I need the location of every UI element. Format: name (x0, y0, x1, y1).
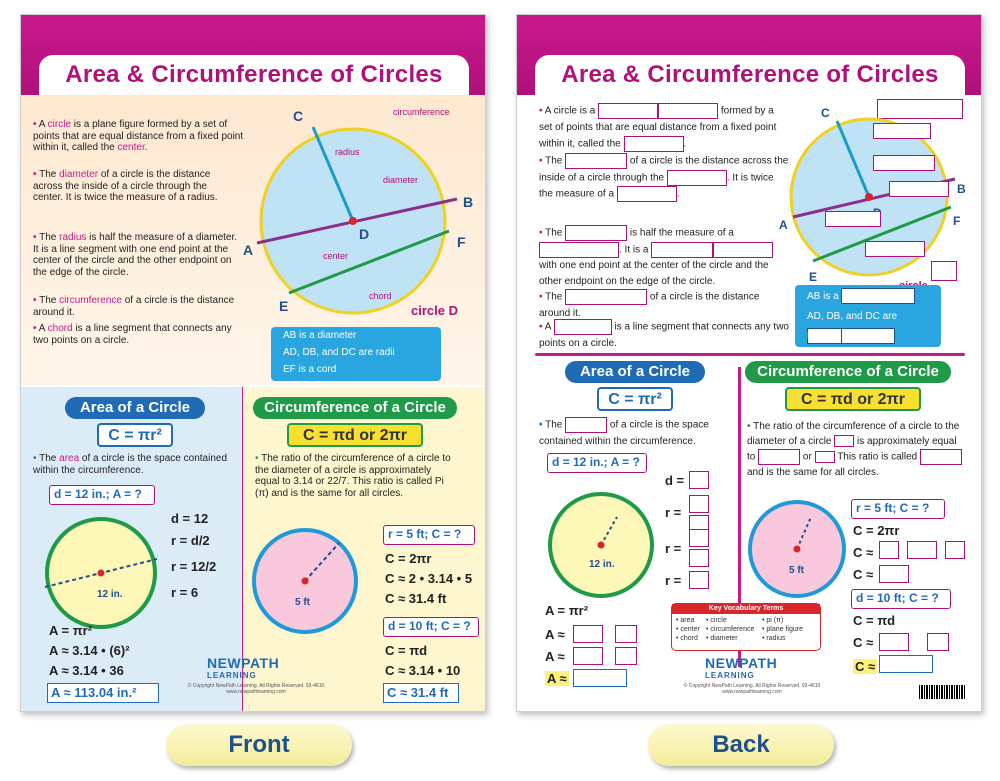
blank (865, 241, 925, 257)
back-bullet-circle: • A circle is a formed by a set of points that are equal distance from a fixed point within it, called the . (539, 103, 789, 152)
blank (927, 633, 949, 651)
back-bullet-diameter: • The of a circle is the distance across the inside of a circle through the . It is twice the measure of a . (539, 153, 789, 203)
blank (689, 495, 709, 513)
bullet-circumference: • The circumference of a circle is the distance around it. (33, 295, 235, 318)
point-f-label: F (457, 234, 466, 250)
back-circumference-heading: Circumference of a Circle (745, 361, 951, 383)
back-area-circle-figure (545, 489, 657, 601)
blank (689, 571, 709, 589)
back-area-formula: C = πr² (597, 387, 673, 411)
circ-step-1: C = 2πr (385, 551, 432, 566)
back-diagram-notes (795, 285, 941, 347)
back-area-step-1: A = πr² (545, 603, 589, 618)
area-right-step-1: d = 12 (171, 511, 209, 526)
circumference-heading: Circumference of a Circle (253, 397, 457, 419)
note-cord: EF is a cord (283, 364, 337, 375)
circumference-problem-1: r = 5 ft; C = ? (383, 525, 475, 545)
back-bullet-chord: • A is a line segment that connects any two points on a circle. (539, 319, 789, 352)
circumference-circle-figure (249, 525, 361, 637)
blank (573, 647, 603, 665)
front-button[interactable]: Front (166, 724, 352, 766)
area-right-step-2: r = d/2 (171, 533, 210, 548)
blank (873, 123, 931, 139)
bullet-chord: • A chord is a line segment that connects any two points on a circle. (33, 323, 232, 346)
title-box (535, 55, 965, 95)
center-point (349, 217, 357, 225)
blank (825, 211, 881, 227)
point-b-label: B (463, 194, 474, 210)
blank (879, 565, 909, 583)
diameter-label: diameter (383, 175, 419, 185)
back-note-2: AD, DB, and DC are (795, 307, 941, 327)
blank (907, 541, 937, 559)
newpath-logo: NEWPATH LEARNING (705, 655, 778, 680)
area-circle-label: 12 in. (97, 589, 123, 600)
circ-step-5: C ≈ 3.14 • 10 (385, 663, 461, 678)
back-bullet-radius: • The is half the measure of a . It is a with one end point at the center of the circle and the other endpoint on the edge of the circle. (539, 225, 789, 290)
circumference-label: circumference (393, 107, 450, 117)
copyright: © Copyright NewPath Learning. All Rights Reserved. 93-4610 www.newpathlearning.com (187, 683, 325, 695)
bullet-radius: • The radius is half the measure of a diameter. It is a line segment with one end point at the center of the circle and the other endpoint on the edge of the circle. (33, 232, 238, 278)
definitions-panel (21, 95, 485, 385)
back-right-label-4: r = (665, 573, 682, 588)
blank (615, 647, 637, 665)
back-circumference-description: • The ratio of the circumference of a circle to the diameter of a circle is approximately equal to or This ratio is called and is the same for all circles. (747, 419, 963, 480)
vocab-box (671, 603, 821, 651)
area-circle-figure (41, 515, 161, 633)
area-answer: A ≈ 113.04 in.² (47, 683, 159, 703)
circumference-problem-2: d = 10 ft; C = ? (383, 617, 479, 637)
front-poster (20, 14, 486, 712)
area-problem: d = 12 in.; A = ? (49, 485, 155, 505)
svg-text:5 ft: 5 ft (789, 565, 804, 576)
back-circumference-circle-figure (745, 497, 849, 601)
back-circumference-problem-1: r = 5 ft; C = ? (851, 499, 945, 519)
area-step-1: A = πr² (49, 623, 93, 638)
point-c-label: C (293, 108, 304, 124)
svg-text:B: B (957, 182, 966, 196)
blank (879, 655, 933, 673)
circ-step-4: C = πd (385, 643, 428, 658)
svg-text:F: F (953, 214, 961, 228)
section-divider (535, 353, 965, 356)
blank (879, 541, 899, 559)
blank (689, 549, 709, 567)
circumference-formula: C = πd or 2πr (287, 423, 423, 447)
title-box (39, 55, 469, 95)
vocab-title: Key Vocabulary Terms (672, 604, 820, 614)
newpath-logo: NEWPATH LEARNING (207, 655, 280, 680)
blank (879, 633, 909, 651)
back-right-label-3: r = (665, 541, 682, 556)
back-area-description: • The of a circle is the space contained within the circumference. (539, 417, 735, 450)
area-right-step-3: r = 12/2 (171, 559, 217, 574)
back-poster (516, 14, 982, 712)
blank (889, 181, 949, 197)
back-circumference-formula: C = πd or 2πr (785, 387, 921, 411)
diagram-notes (271, 327, 441, 381)
point-a-label: A (243, 242, 254, 258)
back-note-1: AB is a (795, 287, 941, 307)
back-area-step-3: A ≈ (545, 649, 565, 664)
poster-title: Area & Circumference of Circles (561, 61, 939, 88)
circle-diagram (243, 103, 483, 328)
circumference-description: • The ratio of the circumference of a circle to the diameter of a circle is approximately equal to 3.14 or 22/7. This ratio is called Pi (π) and is the same for all circles. (255, 453, 451, 499)
svg-text:12 in.: 12 in. (589, 559, 615, 570)
back-circ-step-3: C ≈ (853, 567, 874, 582)
center-label: center (323, 251, 349, 261)
circumference-circle-label: 5 ft (295, 597, 310, 608)
barcode (919, 685, 965, 699)
note-diameter: AB is a diameter (283, 330, 357, 341)
circ-answer: C ≈ 31.4 ft (383, 683, 459, 703)
back-right-label-1: d = (665, 473, 685, 488)
area-step-3: A ≈ 3.14 • 36 (49, 663, 124, 678)
back-area-step-4: A ≈ (547, 671, 567, 686)
blank (573, 669, 627, 687)
area-description: • The area of a circle is the space contained within the circumference. (33, 453, 228, 476)
blank (615, 625, 637, 643)
blank (873, 155, 935, 171)
back-area-problem: d = 12 in.; A = ? (547, 453, 647, 473)
circ-step-2: C ≈ 2 • 3.14 • 5 (385, 571, 473, 586)
area-heading: Area of a Circle (65, 397, 205, 419)
point-d-label: D (359, 226, 370, 242)
point-e-label: E (279, 298, 289, 314)
circ-step-3: C ≈ 31.4 ft (385, 591, 447, 606)
back-circ-step-6: C ≈ (855, 659, 876, 674)
back-circ-step-4: C = πd (853, 613, 896, 628)
area-formula: C = πr² (97, 423, 173, 447)
back-area-heading: Area of a Circle (565, 361, 705, 383)
poster-title: Area & Circumference of Circles (65, 61, 443, 88)
chord-label: chord (369, 291, 392, 301)
back-area-step-2: A ≈ (545, 627, 565, 642)
blank (573, 625, 603, 643)
bullet-diameter: • The diameter of a circle is the distance across the inside of a circle through the center. It is twice the measure of a radius. (33, 169, 218, 203)
blank (945, 541, 965, 559)
copyright: © Copyright NewPath Learning. All Rights Reserved. 93-4610 www.newpathlearning.com (683, 683, 821, 695)
svg-text:A: A (779, 218, 788, 232)
svg-text:E: E (809, 270, 818, 284)
blank (689, 529, 709, 547)
back-note-3: EF is a (795, 327, 941, 347)
back-button[interactable]: Back (648, 724, 834, 766)
back-right-label-2: r = (665, 505, 682, 520)
svg-text:C: C (821, 106, 830, 120)
back-circumference-problem-2: d = 10 ft; C = ? (851, 589, 951, 609)
bullet-circle: • A circle is a plane figure formed by a set of points that are equal distance from a fixed point within it, called the center. (33, 119, 244, 153)
radius-label: radius (335, 147, 360, 157)
area-step-2: A ≈ 3.14 • (6)² (49, 643, 130, 658)
back-bullet-circumference: • The of a circle is the distance around it. (539, 289, 789, 322)
area-right-step-4: r = 6 (171, 585, 199, 600)
back-circ-step-5: C ≈ (853, 635, 874, 650)
circumference-section (243, 387, 486, 712)
back-circ-step-2: C ≈ (853, 545, 874, 560)
back-circ-step-1: C = 2πr (853, 523, 900, 538)
circle-d-label: circle D (411, 303, 458, 318)
blank (689, 471, 709, 489)
note-radii: AD, DB, and DC are radii (283, 347, 395, 358)
blank (931, 261, 957, 281)
vocab-grid: • area • circle • pi (π) • center • circumference • plane figure • chord • diameter • radius (676, 617, 803, 642)
